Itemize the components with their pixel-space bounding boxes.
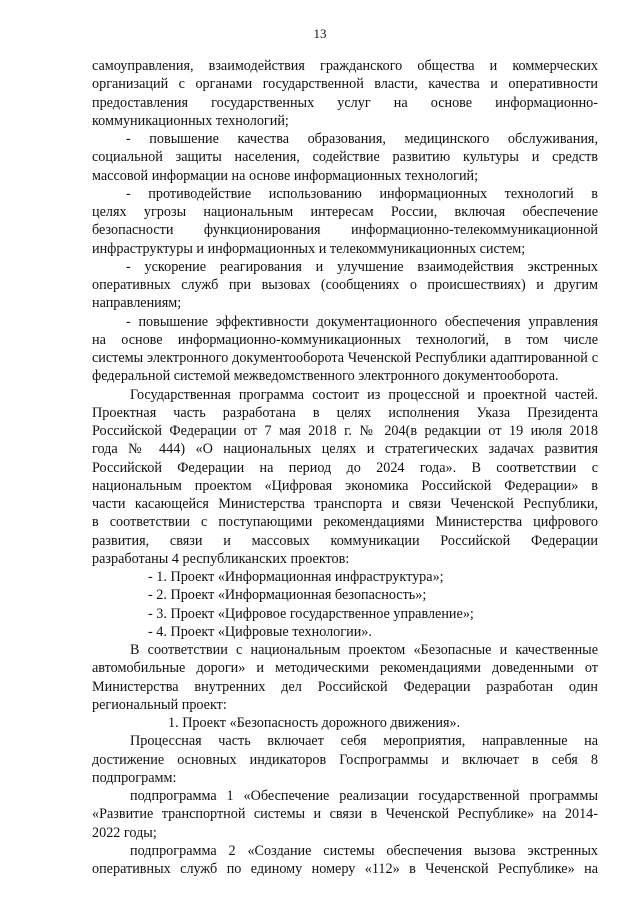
text-line: подпрограмма 2 «Создание системы обеспечения вызова экстренных	[130, 842, 598, 859]
text-line: 2022 годы;	[92, 824, 157, 841]
text-line: - 2. Проект «Информационная безопасность»;	[148, 587, 427, 604]
text-line: автомобильные дороги» и методическими рекомендациями доведенными от	[92, 660, 598, 677]
page-number: 13	[313, 26, 327, 41]
text-line: организаций с органами государственной власти, качества и оперативности	[92, 76, 598, 93]
text-line: оперативных служб по единому номеру «112» в Чеченской Республике» на	[92, 861, 598, 877]
text-line: коммуникационных технологий;	[92, 112, 289, 129]
text-line: - 3. Проект «Цифровое государственное управление»;	[148, 605, 474, 622]
text-line: направлениям;	[92, 295, 182, 312]
text-line: - повышение качества образования, медицинского обслуживания,	[126, 131, 598, 147]
text-line: В соответствии с национальным проектом «Безопасные и качественные	[130, 642, 598, 658]
text-line: региональный проект:	[92, 696, 227, 713]
text-line: достижение основных индикаторов Госпрограммы и включает в себя 8	[92, 751, 598, 768]
text-line: - 1. Проект «Информационная инфраструктура»;	[148, 569, 444, 585]
text-line: целях угрозы национальным интересам России, включая обеспечение	[92, 204, 598, 220]
text-line: - ускорение реагирования и улучшение взаимодействия экстренных	[126, 258, 598, 275]
text-line: национальным проектом «Цифровая экономика Российской Федерации» в	[92, 477, 598, 494]
text-line: части касающейся Министерства транспорта и связи Чеченской Республики,	[92, 496, 598, 512]
text-line: развития, связи и массовых коммуникации Российской Федерации	[92, 532, 598, 549]
text-line: безопасности функционирования информационно-телекоммуникационной	[92, 222, 598, 239]
text-line: инфраструктуры и информационных и телекоммуникационных систем;	[92, 240, 526, 257]
text-line: - 4. Проект «Цифровые технологии».	[148, 623, 372, 640]
text-line: Министерства внутренних дел Российской Федерации разработан один	[92, 678, 598, 695]
text-line: 1. Проект «Безопасность дорожного движения».	[168, 715, 461, 731]
text-line: на основе информационно-коммуникационных технологий, в том числе	[92, 331, 598, 348]
text-line: «Развитие транспортной системы и связи в Чеченской Республике» на 2014-	[92, 806, 598, 823]
text-line: предоставления государственных услуг на основе информационно-	[92, 94, 598, 111]
text-line: - противодействие использованию информационных технологий в	[126, 185, 598, 202]
body-text	[92, 57, 598, 878]
text-line: оперативных служб при вызовах (сообщениях о происшествиях) и другим	[92, 277, 598, 293]
text-line: года № 444) «О национальных целях и стратегических задачах развития	[92, 441, 598, 458]
text-line: Проектная часть разработана в целях исполнения Указа Президента	[92, 404, 598, 421]
text-line: в соответствии с поступающими рекомендациями Министерства цифрового	[92, 514, 598, 531]
text-line: системы электронного документооборота Чеченской Республики адаптированной с	[92, 350, 598, 366]
text-line: Процессная часть включает себя мероприятия, направленные на	[130, 733, 598, 750]
text-line: федеральной системой межведомственного электронного документооборота.	[92, 368, 559, 385]
text-line: массовой информации на основе информационных технологий;	[92, 167, 479, 184]
text-line: Российской Федерации от 7 мая 2018 г. № 204(в редакции от 19 июля 2018	[92, 423, 598, 439]
text-line: подпрограмм:	[92, 769, 177, 786]
text-line: разработаны 4 республиканских проектов:	[92, 550, 350, 567]
text-line: социальной защиты населения, содействие развитию культуры и средств	[92, 149, 598, 166]
text-line: подпрограмма 1 «Обеспечение реализации государственной программы	[130, 788, 598, 804]
text-line: Государственная программа состоит из процессной и проектной частей.	[130, 386, 598, 403]
text-line: Российской Федерации на период до 2024 года». В соответствии с	[92, 459, 598, 476]
text-line: самоуправления, взаимодействия гражданского общества и коммерческих	[92, 58, 598, 74]
text-line: - повышение эффективности документационного обеспечения управления	[126, 313, 598, 330]
